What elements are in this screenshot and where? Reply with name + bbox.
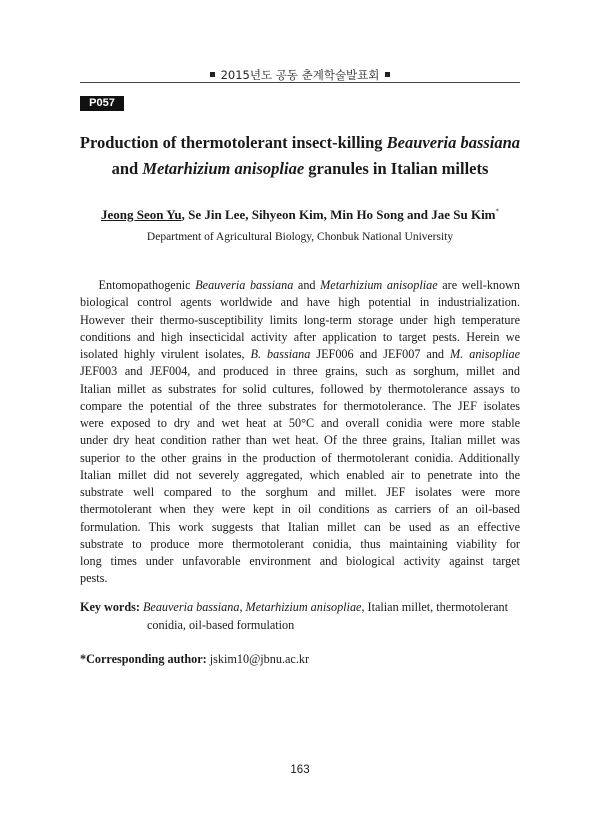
poster-code-badge: P057: [80, 96, 124, 111]
corresponding-author: [80, 652, 309, 667]
page-number: 163: [290, 764, 310, 776]
keywords-label: Key words:: [80, 600, 140, 614]
keyword: Beauveria bassiana: [142, 600, 240, 614]
abstract-line: thermotolerant when they were kept in oil conditions as carriers of an oil-based: [80, 502, 520, 517]
abstract-line: pests.: [80, 571, 108, 586]
title-line-2: [60, 156, 540, 182]
abstract-line: substrate well compared to the sorghum and millet. JEF isolates were more: [80, 485, 520, 499]
abstract-line: formulation. This work suggests that Italian millet can be used as an effective: [80, 519, 520, 534]
title-line-1: [60, 130, 540, 156]
conference-header: [0, 67, 600, 83]
abstract-line: superior to the other grains in the production of thermotolerant conidia. Additionally: [80, 450, 520, 465]
affiliation: Department of Agricultural Biology, Chonbuk National University: [146, 231, 454, 243]
abstract-line: substrate to produce more thermotolerant conidia, thus maintaining viability for: [80, 536, 520, 551]
paper-title: [60, 130, 540, 182]
abstract-line: Entomopathogenic Beauveria bassiana and Metarhizium anisopliae are well-known: [98, 278, 520, 292]
abstract-line: Italian millet did not severely aggregated, which enabled air to penetrate into the: [80, 467, 520, 482]
keyword-separator: ,: [239, 600, 246, 614]
abstract-line: Italian millet as substrates for solid cultures, followed by thermotolerance assays to: [80, 381, 520, 396]
keyword-list: conidia, oil-based formulation: [147, 618, 295, 632]
keyword-list: , Italian millet, thermotolerant: [361, 600, 508, 614]
abstract-line: biological control agents worldwide and have high potential in industrialization.: [80, 295, 520, 310]
corresponding-label: *Corresponding author:: [80, 652, 207, 666]
abstract-body: [80, 277, 520, 588]
abstract-line: JEF003 and JEF004, and produced in three grains, such as sorghum, millet and: [80, 364, 520, 379]
title-species: Beauveria bassiana: [386, 133, 521, 152]
conference-name: 2015년도 공동 춘계학술발표회: [220, 68, 380, 82]
title-text: and: [111, 159, 143, 178]
title-text: granules in Italian millets: [304, 159, 489, 178]
abstract-line: isolated highly virulent isolates, B. bassiana JEF006 and JEF007 and M. anisopliae: [80, 347, 520, 361]
first-author: Jeong Seon Yu: [100, 207, 182, 222]
corresponding-mark: *: [495, 207, 500, 216]
corresponding-email: jskim10@jbnu.ac.kr: [209, 652, 310, 666]
square-bullet-icon: [385, 72, 390, 77]
abstract-line: compare the potential of the three substrates for thermotolerance. The JEF isolates: [80, 398, 520, 413]
abstract-line: conditions and high insecticidal activity after application to target pests. Herein we: [80, 329, 520, 344]
title-text: Production of thermotolerant insect-killing: [79, 133, 387, 152]
keyword: Metarhizium anisopliae: [245, 600, 362, 614]
keywords-section: [80, 598, 525, 634]
title-species: Metarhizium anisopliae: [142, 159, 305, 178]
abstract-line: However their thermo-susceptibility limits long-term storage under high temperature: [80, 312, 520, 327]
header-rule: [80, 82, 520, 83]
abstract-line: long times under unfavorable environment and biological activity against target: [80, 554, 520, 568]
abstract-line: were exposed to dry and wet heat at 50°C and overall conidia were more stable: [80, 416, 520, 430]
co-authors: , Se Jin Lee, Sihyeon Kim, Min Ho Song and Jae Su Kim: [181, 207, 496, 222]
abstract-line: under dry heat condition rather than wet heat. Of the three grains, Italian millet was: [80, 433, 520, 448]
author-list: [60, 207, 540, 223]
square-bullet-icon: [210, 72, 215, 77]
